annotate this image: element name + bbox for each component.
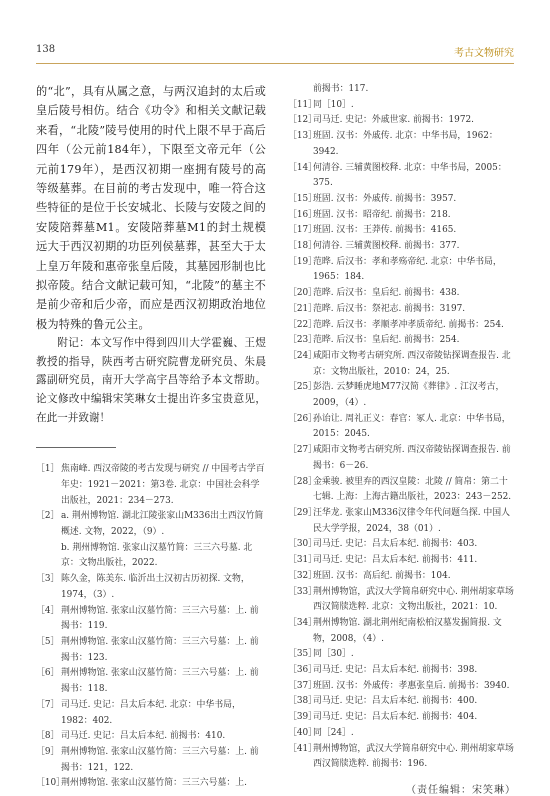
- reference-text: 金乘骏. 被里弃的西汉皇陵：北陵 // 简帛：第二十七辑. 上海：上海古籍出版社，2023：243－252.: [313, 476, 512, 503]
- reference-number: ［29］: [288, 507, 318, 518]
- reference-item: [288, 585, 516, 616]
- reference-item: [288, 443, 516, 474]
- reference-item: [36, 635, 266, 666]
- reference-item: [288, 223, 516, 239]
- reference-text: 荆州博物馆，武汉大学简帛研究中心. 荆州胡家草场西汉简牍选粹. 北京：文物出版社，2021：10.: [313, 586, 514, 613]
- reference-item: [288, 694, 516, 710]
- reference-text: 司马迁. 史记：吕太后本纪. 前揭书：400.: [313, 696, 478, 707]
- reference-text: 何清谷. 三辅黄图校释. 前揭书：377.: [313, 241, 460, 252]
- reference-item: [36, 729, 266, 745]
- reference-number: ［38］: [288, 696, 318, 707]
- reference-number: ［15］: [288, 193, 318, 204]
- reference-number: ［3］: [36, 574, 60, 585]
- reference-item: [288, 98, 516, 114]
- page-number: 138: [36, 44, 56, 55]
- reference-number: ［33］: [288, 586, 318, 597]
- reference-number: ［4］: [36, 605, 60, 616]
- reference-number: ［19］: [288, 256, 318, 267]
- reference-number: ［9］: [36, 746, 60, 757]
- reference-number: ［22］: [288, 319, 318, 330]
- reference-number: ［40］: [288, 727, 318, 738]
- reference-item: [36, 745, 266, 776]
- reference-text: 同［24］.: [313, 727, 354, 738]
- reference-item: [36, 698, 266, 729]
- reference-list-right: [288, 82, 516, 773]
- reference-item: [288, 380, 516, 411]
- reference-number: ［10］: [36, 778, 66, 789]
- reference-item: [288, 742, 516, 773]
- reference-item: [36, 541, 266, 572]
- reference-number: ［30］: [288, 539, 318, 550]
- reference-item: [288, 161, 516, 192]
- reference-item: [288, 412, 516, 443]
- acknowledgement: 附记：本文写作中得到四川大学霍巍、王煜教授的指导，陕西考古研究院曹龙研究员、朱晨露副研究员，南开大学高宇昌等给予本文帮助。论文修改中编辑宋笑琳女士提出许多宝贵意见，在此一并致谢！: [36, 337, 266, 424]
- reference-text: 陈久金，陈美东. 临沂出土汉初古历初探. 文物，1974，（3）.: [61, 574, 250, 600]
- reference-number: ［18］: [288, 241, 318, 252]
- reference-text: 司马迁. 史记：吕太后本纪. 前揭书：404.: [313, 712, 478, 723]
- reference-item: [288, 129, 516, 160]
- reference-item: [288, 710, 516, 726]
- reference-text: 汪华龙. 张家山M336汉律令年代问题刍探. 中国人民大学学报，2024，38（01）.: [313, 507, 511, 534]
- reference-number: ［24］: [288, 350, 318, 361]
- reference-number: ［26］: [288, 413, 318, 424]
- reference-item: [288, 333, 516, 349]
- reference-text: 班固. 汉书：王莽传. 前揭书：4165.: [313, 225, 457, 236]
- reference-text: 范晔. 后汉书：皇后纪. 前揭书：254.: [313, 335, 460, 346]
- left-column: [36, 82, 266, 792]
- reference-item: [288, 286, 516, 302]
- reference-text: 范晔. 后汉书：孝顺孝冲孝质帝纪. 前揭书：254.: [313, 319, 504, 330]
- reference-number: ［16］: [288, 209, 318, 220]
- reference-text: 范晔. 后汉书：皇后纪. 前揭书：438.: [313, 288, 460, 299]
- reference-item: [288, 302, 516, 318]
- reference-number: ［2］: [36, 511, 60, 522]
- reference-number: ［23］: [288, 335, 318, 346]
- reference-item: [288, 663, 516, 679]
- reference-number: ［36］: [288, 665, 318, 676]
- reference-item: [36, 666, 266, 697]
- reference-text: a. 荆州博物馆. 湖北江陵张家山M336出土西汉竹简概述. 文物，2022，（9）.: [61, 511, 264, 538]
- reference-item: [36, 572, 266, 603]
- reference-text: b. 荆州博物馆. 张家山汉墓竹简：三三六号墓. 北京：文物出版社，2022.: [61, 542, 253, 569]
- notes-separator: [36, 447, 116, 448]
- reference-item: [288, 569, 516, 585]
- responsible-editor: （责任编辑：宋笑琳）: [406, 784, 516, 796]
- reference-text: 荆州博物馆，武汉大学简帛研究中心. 荆州胡家草场西汉简牍选粹. 前揭书：196.: [313, 743, 514, 770]
- reference-text: 司马迁. 史记：吕太后本纪. 前揭书：411.: [313, 555, 478, 566]
- reference-item: [288, 255, 516, 286]
- reference-number: ［17］: [288, 225, 318, 236]
- reference-number: ［28］: [288, 476, 318, 487]
- reference-text: 焦南峰. 西汉帝陵的考古发现与研究 // 中国考古学百年史：1921－2021：第3卷. 北京：中国社会科学出版社，2021：234－273.: [61, 464, 265, 506]
- reference-number: ［32］: [288, 570, 318, 581]
- reference-text: 司马迁. 史记：吕太后本纪. 前揭书：403.: [313, 539, 478, 550]
- reference-item: [288, 239, 516, 255]
- reference-number: ［27］: [288, 445, 318, 456]
- reference-text: 司马迁. 史记：外戚世家. 前揭书：1972.: [313, 115, 474, 126]
- reference-text: 班固. 汉书：外戚传：孝惠张皇后. 前揭书：3940.: [313, 680, 510, 691]
- reference-text: 司马迁. 史记：吕太后本纪. 前揭书：410.: [61, 731, 226, 742]
- reference-item: [288, 475, 516, 506]
- page-header: [36, 44, 514, 66]
- reference-text: 司马迁. 史记：吕太后本纪. 前揭书：398.: [313, 665, 478, 676]
- reference-number: ［8］: [36, 731, 60, 742]
- reference-item: [288, 726, 516, 742]
- reference-item: [288, 192, 516, 208]
- reference-text: 范晔. 后汉书：孝和孝殇帝纪. 北京：中华书局，1965：184.: [313, 256, 502, 283]
- reference-number: ［31］: [288, 555, 318, 566]
- reference-number: ［7］: [36, 699, 60, 710]
- reference-text: 同［10］.: [313, 99, 354, 110]
- header-rule: [36, 63, 514, 64]
- reference-text: 荆州博物馆. 张家山汉墓竹简：三三六号墓：上. 前揭书：119.: [61, 605, 259, 632]
- reference-text: 司马迁. 史记：吕太后本纪. 北京：中华书局，1982：402.: [61, 699, 241, 726]
- reference-item: [288, 679, 516, 695]
- reference-number: ［13］: [288, 131, 318, 142]
- reference-text: 孙诒让. 周礼正义：春官：冢人. 北京：中华书局，2015：2045.: [313, 413, 511, 440]
- reference-text: 荆州博物馆. 张家山汉墓竹简：三三六号墓：上. 前揭书：123.: [61, 636, 259, 663]
- reference-item: [288, 113, 516, 129]
- reference-item: [288, 553, 516, 569]
- reference-number: ［11］: [288, 99, 318, 110]
- reference-text: 班固. 汉书：高后纪. 前揭书：104.: [313, 570, 451, 581]
- reference-number: ［20］: [288, 288, 318, 299]
- reference-number: ［25］: [288, 382, 318, 393]
- reference-number: ［1］: [36, 464, 60, 475]
- reference-item: [36, 509, 266, 540]
- reference-text: 荆州博物馆. 张家山汉墓竹简：三三六号墓：上. 前揭书：121，122.: [61, 746, 259, 773]
- reference-list-left: [36, 462, 266, 792]
- reference-number: ［37］: [288, 680, 318, 691]
- reference-text: 荆州博物馆. 张家山汉墓竹简：三三六号墓：上. 前揭书：118.: [61, 668, 259, 695]
- reference-number: ［41］: [288, 743, 318, 754]
- reference-number: ［35］: [288, 649, 318, 660]
- reference-text: 同［30］.: [313, 649, 354, 660]
- reference-number: ［21］: [288, 303, 318, 314]
- reference-item: [288, 506, 516, 537]
- reference-item: [288, 647, 516, 663]
- reference-text: 荆州博物馆. 湖北荆州纪南松柏汉墓发掘简报. 文物，2008，（4）.: [313, 617, 502, 644]
- reference-item: [36, 462, 266, 509]
- reference-number: ［14］: [288, 162, 318, 173]
- reference-number: ［39］: [288, 712, 318, 723]
- right-column: [288, 82, 516, 796]
- reference-text: 荆州博物馆. 张家山汉墓竹简：三三六号墓：上.: [61, 778, 247, 789]
- reference-text: 范晔. 后汉书：祭祀志. 前揭书：3197.: [313, 303, 466, 314]
- reference-text: 班固. 汉书：昭帝纪. 前揭书：218.: [313, 209, 451, 220]
- reference-number: ［6］: [36, 668, 60, 679]
- reference-number: ［12］: [288, 115, 318, 126]
- reference-text: 班固. 汉书：外戚传. 前揭书：3957.: [313, 193, 457, 204]
- reference-number: ［34］: [288, 617, 318, 628]
- reference-item: [288, 616, 516, 647]
- reference-item: [36, 776, 266, 792]
- reference-item: [288, 208, 516, 224]
- reference-item: [288, 537, 516, 553]
- reference-number: ［5］: [36, 636, 60, 647]
- reference-text: 咸阳市文物考古研究所. 西汉帝陵钻探调查报告. 前揭书：6－26.: [313, 445, 511, 471]
- reference-text: 班固. 汉书：外戚传. 北京：中华书局，1962：3942.: [313, 131, 498, 157]
- reference-item: [288, 82, 516, 98]
- reference-item: [288, 349, 516, 380]
- reference-text: 咸阳市文物考古研究所. 西汉帝陵钻探调查报告. 北京：文物出版社，2010：24，25.: [313, 350, 511, 377]
- reference-item: [36, 604, 266, 635]
- reference-text: 彭浩. 云梦睡虎地M77汉简《葬律》. 江汉考古，2009，（4）.: [313, 382, 505, 409]
- reference-text: 前揭书：117.: [313, 84, 369, 94]
- journal-title: 考古文物研究: [454, 48, 514, 59]
- reference-item: [288, 318, 516, 334]
- body-paragraph: 的“北”，具有从属之意，与两汉追封的太后或皇后陵号相仿。结合《功令》和相关文献记载来看，“北陵”陵号使用的时代上限不早于高后四年（公元前184年），下限至文帝元年（公元前179年），是西汉初期一座拥有陵号的高等级墓葬。在目前的考古发现中，唯一符合这些特征的是位于长安城北、长陵与安陵之间的安陵陪葬墓M1。安陵陪葬墓M1的封土规模远大于西汉初期的功臣列侯墓葬，甚至大于太上皇万年陵和惠帝张皇后陵，其墓园形制也比拟帝陵。结合文献记载可知，“北陵”的墓主不是前少帝和后少帝，而应是西汉初期政治地位极为特殊的鲁元公主。: [36, 85, 266, 331]
- reference-text: 何清谷. 三辅黄图校释. 北京：中华书局，2005：375.: [313, 162, 507, 189]
